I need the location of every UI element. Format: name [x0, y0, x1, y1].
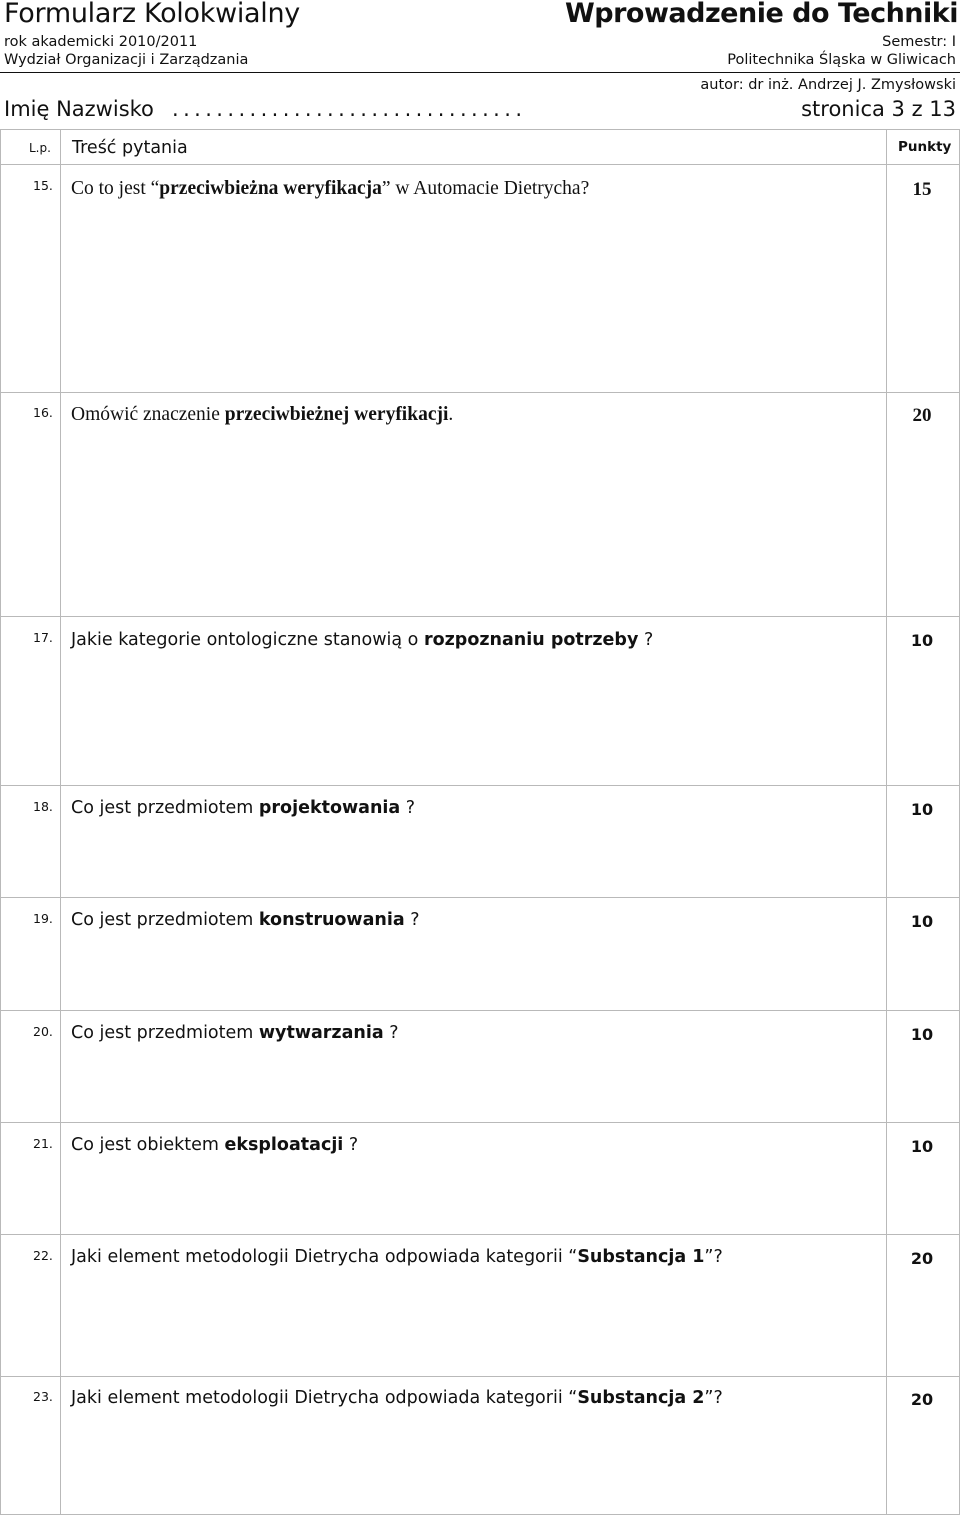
name-fill-line[interactable]: ................................ [172, 97, 527, 121]
question-number: 22. [33, 1248, 53, 1263]
question-text: Co jest przedmiotem konstruowania ? [71, 910, 420, 930]
column-header-content: Treść pytania [72, 138, 188, 158]
answer-area[interactable] [61, 1418, 886, 1512]
question-text: Co jest przedmiotem wytwarzania ? [71, 1023, 399, 1043]
answer-area[interactable] [61, 1052, 886, 1120]
academic-year: rok akademicki 2010/2011 [4, 34, 198, 50]
question-text: Omówić znaczenie przeciwbieżnej weryfikacji. [71, 404, 454, 425]
answer-area[interactable] [61, 940, 886, 1008]
question-text: Co to jest “przeciwbieżna weryfikacja” w Automacie Dietrycha? [71, 178, 590, 199]
question-number: 23. [33, 1389, 53, 1404]
question-number: 17. [33, 630, 53, 645]
semester: Semestr: I [882, 34, 956, 50]
question-number: 15. [33, 178, 53, 193]
course-title: Wprowadzenie do Techniki [564, 0, 958, 29]
question-text: Co jest obiektem eksploatacji ? [71, 1135, 359, 1155]
answer-area[interactable] [61, 1164, 886, 1232]
question-points: 10 [910, 1025, 934, 1044]
form-title: Formularz Kolokwialny [4, 0, 300, 29]
question-points: 10 [910, 1137, 934, 1156]
answer-area[interactable] [61, 210, 886, 390]
question-number: 19. [33, 911, 53, 926]
university: Politechnika Śląska w Gliwicach [727, 52, 956, 68]
question-points: 20 [912, 405, 932, 426]
question-text: Jaki element metodologii Dietrycha odpowiada kategorii “Substancja 2”? [71, 1388, 723, 1408]
answer-area[interactable] [61, 828, 886, 895]
question-points: 10 [910, 800, 934, 819]
question-text: Jakie kategorie ontologiczne stanowią o rozpoznaniu potrzeby ? [71, 630, 654, 650]
faculty: Wydział Organizacji i Zarządzania [4, 52, 249, 68]
question-number: 16. [33, 405, 53, 420]
author: autor: dr inż. Andrzej J. Zmysłowski [700, 77, 956, 93]
answer-area[interactable] [61, 660, 886, 783]
question-text: Jaki element metodologii Dietrycha odpowiada kategorii “Substancja 1”? [71, 1247, 723, 1267]
column-header-lp: L.p. [29, 141, 51, 155]
page-indicator: stronica 3 z 13 [801, 97, 956, 121]
question-number: 21. [33, 1136, 53, 1151]
question-number: 20. [33, 1024, 53, 1039]
question-points: 10 [910, 912, 934, 931]
question-text: Co jest przedmiotem projektowania ? [71, 798, 416, 818]
question-points: 20 [910, 1249, 934, 1268]
question-points: 15 [912, 179, 932, 200]
answer-area[interactable] [61, 436, 886, 614]
name-label: Imię Nazwisko [4, 97, 154, 121]
column-header-points: Punkty [898, 139, 952, 155]
question-points: 10 [910, 631, 934, 650]
question-points: 20 [910, 1390, 934, 1409]
question-number: 18. [33, 799, 53, 814]
answer-area[interactable] [61, 1276, 886, 1374]
